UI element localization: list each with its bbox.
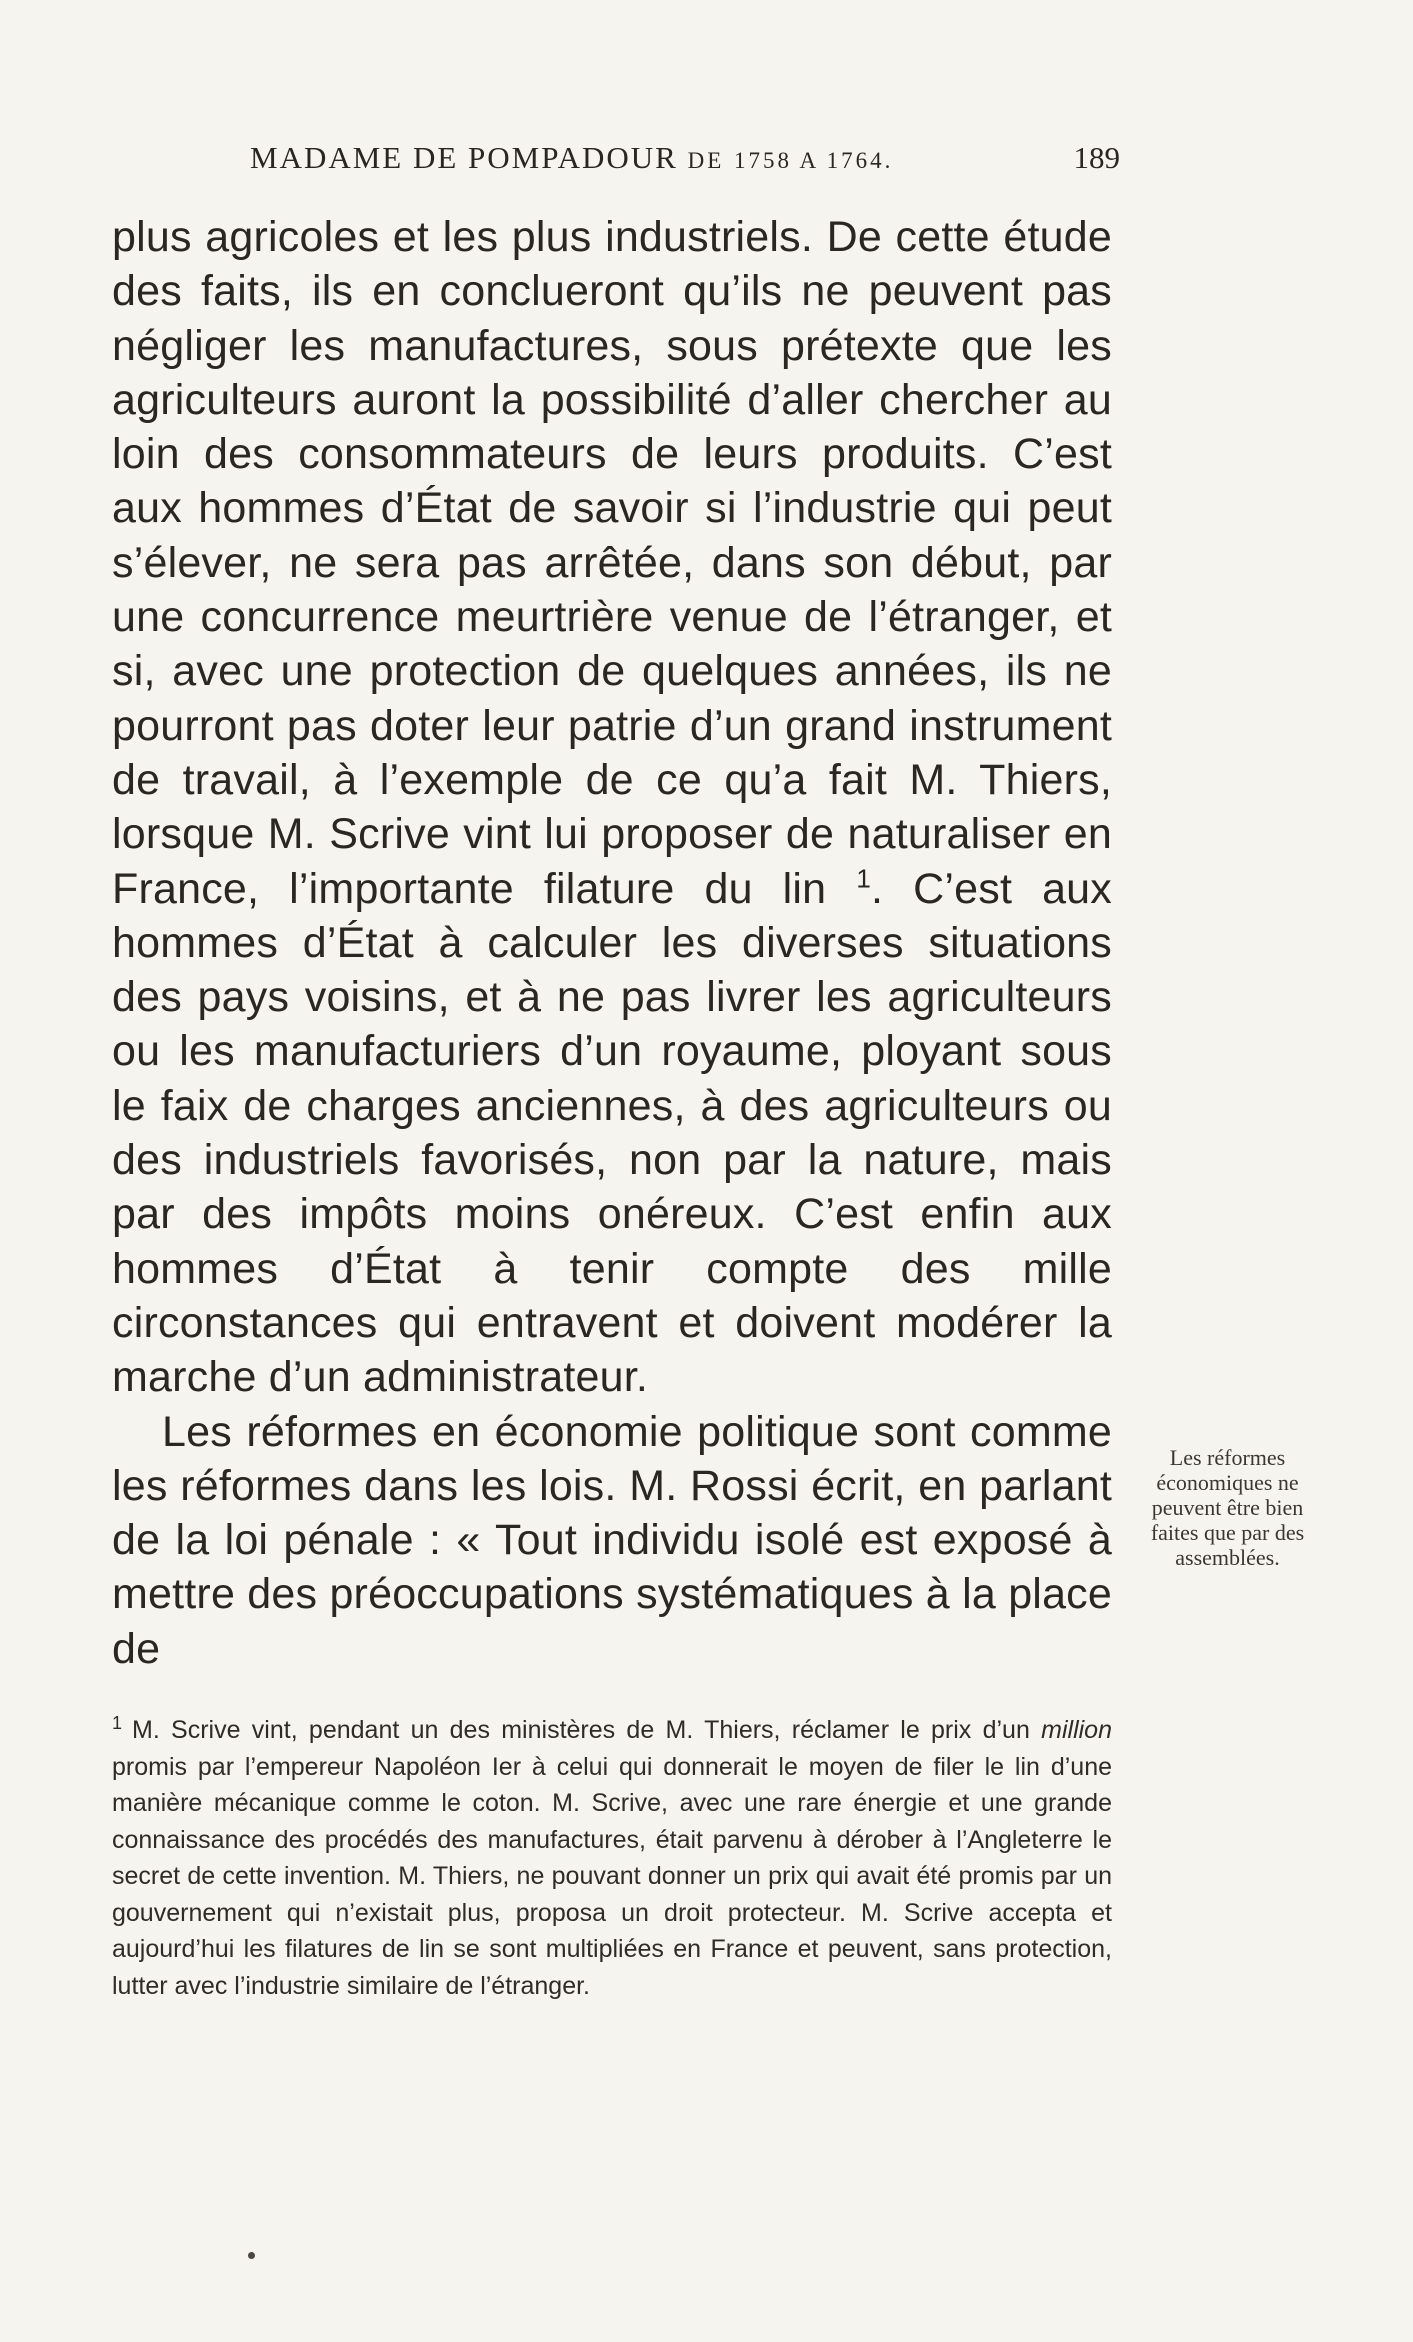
running-head-main: MADAME DE POMPADOUR bbox=[250, 140, 678, 175]
footnote-text-b: promis par l’empereur Napoléon Ier à celui qui donnerait le moyen de filer le lin d’une manière mécanique comme le coton. M. Scrive, avec une rare énergie et une grande connaissance des procédés des manufactures, était parvenu à dérober à l’Angleterre le secret de cette invention. M. Thiers, ne pouvant donner un prix qui avait été promis par un gouvernement qui n’existait plus, proposa un droit protecteur. M. Scrive accepta et aujourd’hui les filatures de lin se sont multipliées en France et peuvent, sans protection, lutter avec l’industrie similaire de l’étranger. bbox=[112, 1752, 1112, 2000]
paragraph-1 bbox=[112, 210, 1112, 1405]
page-number: 189 bbox=[1073, 140, 1120, 175]
footnote-mark: 1 bbox=[112, 1712, 123, 1733]
running-head-years: 1758 A 1764. bbox=[734, 148, 894, 173]
printer-mark-dot bbox=[248, 2252, 255, 2259]
footnote-reference[interactable]: 1 bbox=[856, 863, 871, 894]
paragraph-1-text: plus agricoles et les plus industriels. De cette étude des faits, ils en conclueront qu’ils ne peuvent pas négliger les manufactures, sous prétexte que les agriculteurs auront la possibilité d’aller chercher au loin des consommateurs de leurs produits. C’est aux hommes d’État de savoir si l’industrie qui peut s’élever, ne sera pas arrêtée, dans son début, par une concurrence meurtrière venue de l’étranger, et si, avec une protection de quelques années, ils ne pourront pas doter leur patrie d’un grand instrument de travail, à l’exemple de ce qu’a fait M. Thiers, lorsque M. Scrive vint lui proposer de naturaliser en France, l’importante filature du lin bbox=[112, 213, 1112, 913]
footnote bbox=[112, 1712, 1112, 2004]
paragraph-2: Les réformes en économie politique sont comme les réformes dans les lois. M. Rossi écrit, en parlant de la loi pénale : « Tout individu isolé est exposé à mettre des préoccupations systématiques à la place de bbox=[112, 1407, 1112, 1673]
footnote-emphasis: million bbox=[1041, 1716, 1112, 1744]
footnote-text-a: M. Scrive vint, pendant un des ministères de M. Thiers, réclamer le prix d’un bbox=[132, 1716, 1030, 1744]
running-head bbox=[250, 140, 893, 176]
running-head-de: DE bbox=[687, 148, 725, 173]
paragraph-1-continued: . C’est aux hommes d’État à calculer les diverses situations des pays voisins, et à ne pas livrer les agriculteurs ou les manufacturiers d’un royaume, ployant sous le faix de charges anciennes, à des agriculteurs ou des industriels favorisés, non par la nature, mais par des impôts moins onéreux. C’est enfin aux hommes d’État à tenir compte des mille circonstances qui entravent et doivent modérer la marche d’un administrateur. bbox=[112, 864, 1113, 1402]
body-text bbox=[112, 210, 1112, 1676]
margin-note: Les réformes économiques ne peuvent être bien faites que par des assemblées. bbox=[1150, 1445, 1305, 1570]
page-header bbox=[250, 140, 1120, 190]
